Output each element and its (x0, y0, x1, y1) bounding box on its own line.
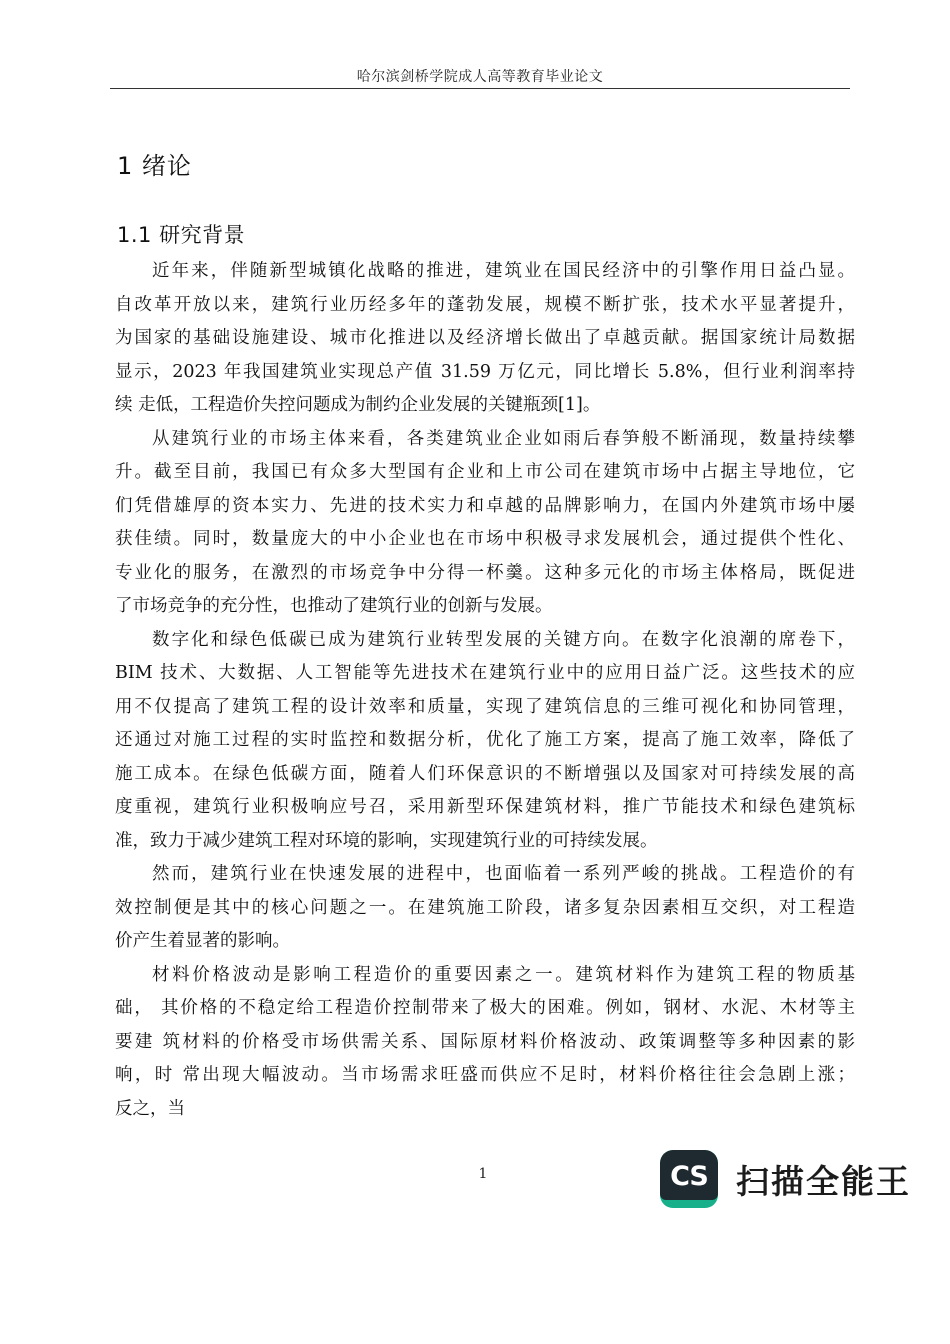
paragraph-line: 专业化的服务，在激烈的市场竞争中分得一杯羹。这种多元化的市场主体格局，既促进 (115, 562, 855, 583)
camscanner-logo-icon (660, 1150, 718, 1208)
paragraph-line: 为国家的基础设施建设、城市化推进以及经济增长做出了卓越贡献。据国家统计局数据 (115, 328, 855, 348)
paragraph-line: 反之，当 (115, 1098, 185, 1119)
watermark-app-name: 扫描全能王 (736, 1161, 911, 1201)
paragraph-line: 近年来，伴随新型城镇化战略的推进，建筑业在国民经济中的引擎作用日益凸显。 (152, 261, 855, 281)
paragraph-line: 续 走低，工程造价失控问题成为制约企业发展的关键瓶颈[1]。 (115, 395, 601, 415)
body-text (115, 255, 855, 1126)
paragraph-line: 数字化和绿色低碳已成为建筑行业转型发展的关键方向。在数字化浪潮的席卷下， (152, 629, 855, 650)
logo-text: CS (670, 1160, 708, 1192)
scanner-watermark (660, 1136, 911, 1222)
paragraph-line: 显示，2023 年我国建筑业实现总产值 31.59 万亿元，同比增长 5.8%，但行业利润率持 (115, 361, 855, 382)
section-title: 1.1 研究背景 (117, 223, 246, 247)
paragraph-line: 施工成本。在绿色低碳方面，随着人们环保意识的不断增强以及国家对可持续发展的高 (115, 763, 855, 784)
paragraph-line: 效控制便是其中的核心问题之一。在建筑施工阶段，诸多复杂因素相互交织，对工程造 (115, 897, 855, 918)
paragraph-line: 们凭借雄厚的资本实力、先进的技术实力和卓越的品牌影响力，在国内外建筑市场中屡 (115, 495, 855, 516)
paragraph-line: 了市场竞争的充分性，也推动了建筑行业的创新与发展。 (115, 596, 553, 616)
paragraph-line: 自改革开放以来，建筑行业历经多年的蓬勃发展，规模不断扩张，技术水平显著提升， (115, 294, 855, 315)
paragraph-line: 础， 其价格的不稳定给工程造价控制带来了极大的困难。例如，钢材、水泥、木材等主 (115, 998, 855, 1018)
running-header: 哈尔滨剑桥学院成人高等教育毕业论文 (356, 69, 604, 85)
paragraph-line: 响，时 常出现大幅波动。当市场需求旺盛而供应不足时，材料价格往往会急剧上涨； (115, 1065, 855, 1085)
paragraph-line: BIM 技术、大数据、人工智能等先进技术在建筑行业中的应用日益广泛。这些技术的应 (115, 663, 855, 683)
paragraph-line: 度重视，建筑行业积极响应号召，采用新型环保建筑材料，推广节能技术和绿色建筑标 (115, 797, 855, 817)
paragraph-line: 材料价格波动是影响工程造价的重要因素之一。建筑材料作为建筑工程的物质基 (152, 964, 855, 985)
paragraph-line: 然而，建筑行业在快速发展的进程中，也面临着一系列严峻的挑战。工程造价的有 (152, 864, 855, 884)
page-number: 1 (478, 1166, 488, 1182)
paragraph-line: 从建筑行业的市场主体来看，各类建筑业企业如雨后春笋般不断涌现，数量持续攀 (152, 428, 855, 449)
paragraph-line: 价产生着显著的影响。 (115, 931, 290, 951)
paragraph-line: 准，致力于减少建筑工程对环境的影响，实现建筑行业的可持续发展。 (115, 830, 658, 851)
paragraph-line: 获佳绩。同时，数量庞大的中小企业也在市场中积极寻求发展机会，通过提供个性化、 (115, 529, 855, 549)
chapter-title: 1 绪论 (117, 152, 192, 180)
paragraph-line: 升。截至目前，我国已有众多大型国有企业和上市公司在建筑市场中占据主导地位，它 (115, 462, 855, 482)
paragraph-line: 要建 筑材料的价格受市场供需关系、国际原材料价格波动、政策调整等多种因素的影 (115, 1031, 855, 1052)
paragraph-line: 还通过对施工过程的实时监控和数据分析，优化了施工方案，提高了施工效率，降低了 (115, 730, 855, 750)
header-divider (110, 88, 850, 89)
paragraph-line: 用不仅提高了建筑工程的设计效率和质量，实现了建筑信息的三维可视化和协同管理， (115, 696, 855, 717)
